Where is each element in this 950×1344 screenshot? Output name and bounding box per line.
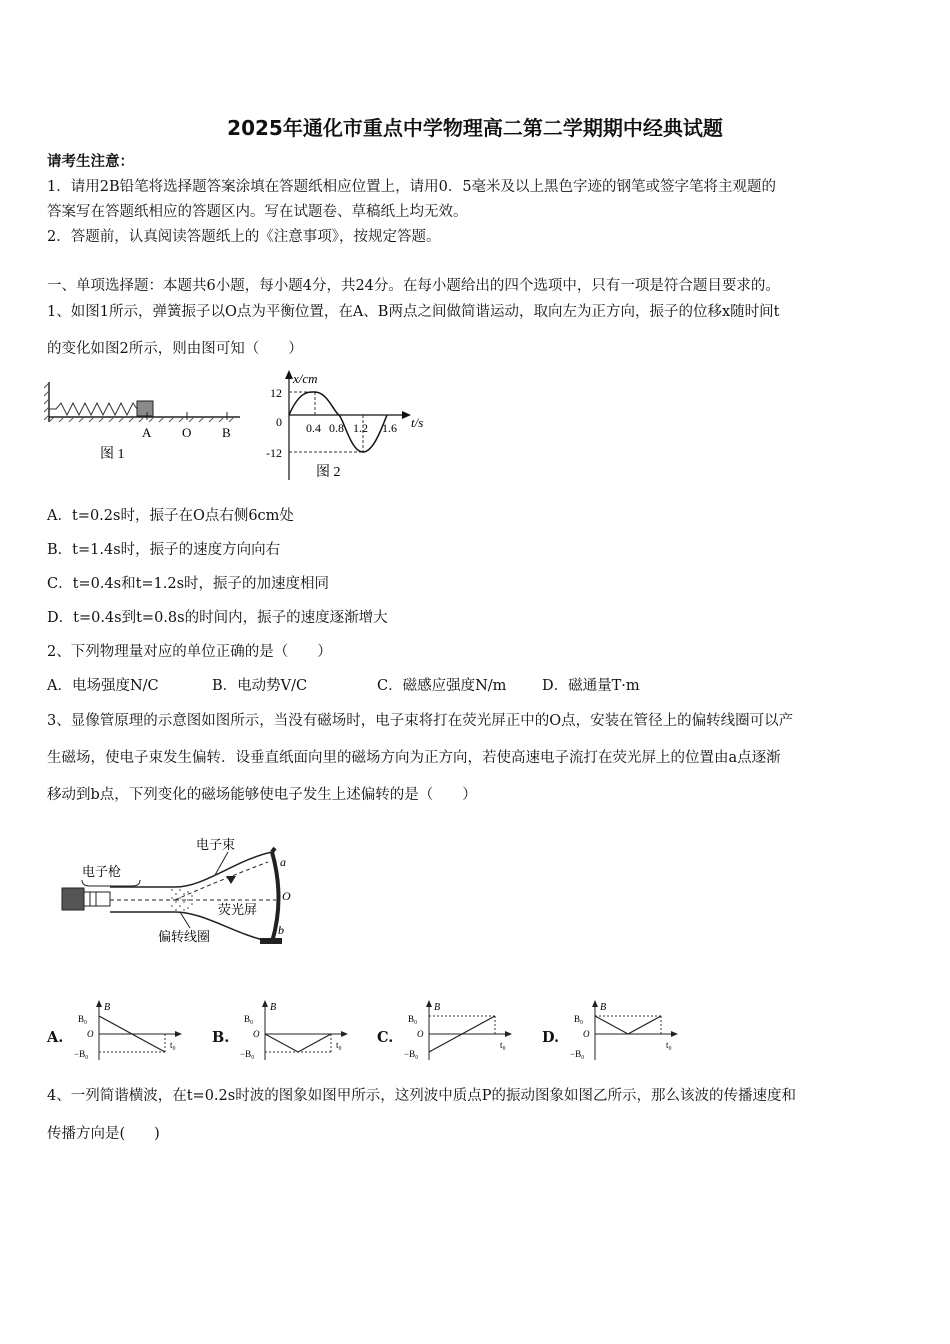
point-O: O xyxy=(282,889,291,903)
y-min-label: -12 xyxy=(266,446,282,460)
label-O: O xyxy=(182,425,192,440)
notice-heading: 请考生注意： xyxy=(47,153,134,170)
t-tick-1: 0.8 xyxy=(329,421,344,435)
q1-option-d: D．t=0.4s到t=0.8s的时间内，振子的速度逐渐增大 xyxy=(47,610,388,626)
q4-stem-cont: 传播方向是( ) xyxy=(47,1126,160,1142)
label-electron-beam: 电子束 xyxy=(196,837,236,852)
b-axis-label: B xyxy=(434,1002,441,1013)
origin-label: O xyxy=(417,1029,424,1039)
q3-option-a-graph xyxy=(70,998,190,1063)
notice-item-1: 1．请用2B铅笔将选择题答案涂填在答题纸相应位置上，请用0．5毫米及以上黑色字迹的钢笔或签字笔将主观题的 xyxy=(47,179,777,195)
t0-label: t₀ xyxy=(170,1040,176,1050)
q3-stem-cont-1: 生磁场，使电子束发生偏转．设垂直纸面向里的磁场方向为正方向，若使高速电子流打在荧光屏上的位置由a点逐渐 xyxy=(47,750,781,766)
q1-option-b: B．t=1.4s时，振子的速度方向向右 xyxy=(47,542,281,558)
page-title: 2025年通化市重点中学物理高二第二学期期中经典试题 xyxy=(227,116,723,140)
label-deflection-coil: 偏转线圈 xyxy=(158,929,211,944)
label-screen: 荧光屏 xyxy=(218,902,258,917)
t0-label: t₀ xyxy=(500,1040,506,1050)
spring-zigzag xyxy=(49,403,137,415)
q1-figure-2 xyxy=(262,368,442,483)
q1-stem: 1、如图1所示，弹簧振子以O点为平衡位置，在A、B两点之间做简谐运动，取向左为正方向，振子的位移x随时间t xyxy=(47,304,780,320)
neg-b0-label: −B₀ xyxy=(74,1049,89,1059)
label-electron-gun: 电子枪 xyxy=(82,864,122,879)
x-axis-label: t/s xyxy=(411,415,424,430)
electron-gun-body xyxy=(62,888,84,910)
y-max-label: 12 xyxy=(270,386,282,400)
q3-option-b-graph xyxy=(236,998,356,1063)
q3-option-a-label: A. xyxy=(47,1029,64,1046)
figure-1-caption: 图 1 xyxy=(100,447,125,462)
neg-b0-label: −B₀ xyxy=(404,1049,419,1059)
t-tick-0: 0.4 xyxy=(306,421,321,435)
q3-stem: 3、显像管原理的示意图如图所示，当没有磁场时，电子束将打在荧光屏正中的O点，安装在管径上的偏转线圈可以产 xyxy=(47,713,794,729)
notice-item-2: 2．答题前，认真阅读答题纸上的《注意事项》，按规定答题。 xyxy=(47,229,441,245)
origin-label: O xyxy=(583,1029,590,1039)
q2-option-a: A．电场强度N/C xyxy=(47,678,159,694)
b-axis-label: B xyxy=(600,1002,607,1013)
q2-option-d: D．磁通量T·m xyxy=(542,678,640,694)
b-t-line xyxy=(265,1034,331,1052)
crt-diagram xyxy=(50,830,310,955)
deflected-beam xyxy=(175,862,268,900)
point-a: a xyxy=(280,855,286,869)
q4-stem: 4、一列简谐横波，在t=0.2s时波的图象如图甲所示，这列波中质点P的振动图象如图乙所示，那么该波的传播速度和 xyxy=(47,1088,796,1104)
neg-b0-label: −B₀ xyxy=(240,1049,255,1059)
q2-stem: 2、下列物理量对应的单位正确的是（ ） xyxy=(47,644,332,660)
section-heading: 一、单项选择题：本题共6小题，每小题4分，共24分。在每小题给出的四个选项中，只有一项是符合题目要求的。 xyxy=(47,278,780,294)
origin-label: 0 xyxy=(276,415,282,429)
q3-option-c-graph xyxy=(400,998,520,1063)
q1-option-c: C．t=0.4s和t=1.2s时，振子的加速度相同 xyxy=(47,576,330,592)
t0-label: t₀ xyxy=(666,1040,672,1050)
b-axis-label: B xyxy=(104,1002,111,1013)
t-tick-2: 1.2 xyxy=(353,421,368,435)
b-t-line xyxy=(595,1016,661,1034)
b-axis-label: B xyxy=(270,1002,277,1013)
b0-label: B₀ xyxy=(244,1014,254,1024)
label-A: A xyxy=(142,425,152,440)
q1-option-a: A．t=0.2s时，振子在O点右侧6cm处 xyxy=(47,508,294,524)
b0-label: B₀ xyxy=(78,1014,88,1024)
point-b: b xyxy=(278,923,284,937)
notice-item-1-cont: 答案写在答题纸相应的答题区内。写在试题卷、草稿纸上均无效。 xyxy=(47,204,468,220)
b0-label: B₀ xyxy=(408,1014,418,1024)
origin-label: O xyxy=(87,1029,94,1039)
y-axis-label: x/cm xyxy=(293,371,318,386)
origin-label: O xyxy=(253,1029,260,1039)
q2-option-b: B．电动势V/C xyxy=(212,678,308,694)
t0-label: t₀ xyxy=(336,1040,342,1050)
q3-stem-cont-2: 移动到b点，下列变化的磁场能够使电子发生上述偏转的是（ ） xyxy=(47,787,477,803)
q1-figure-1 xyxy=(44,380,244,470)
q1-stem-cont: 的变化如图2所示，则由图可知（ ） xyxy=(47,341,303,357)
q2-option-c: C．磁感应强度N/m xyxy=(377,678,507,694)
oscillator-block xyxy=(137,401,153,416)
q3-option-c-label: C. xyxy=(377,1029,394,1046)
q3-option-d-graph xyxy=(566,998,686,1063)
q3-option-b-label: B. xyxy=(212,1029,230,1046)
b0-label: B₀ xyxy=(574,1014,584,1024)
figure-2-caption: 图 2 xyxy=(316,465,341,480)
neg-b0-label: −B₀ xyxy=(570,1049,585,1059)
t-tick-3: 1.6 xyxy=(382,421,397,435)
label-B: B xyxy=(222,425,231,440)
q3-option-d-label: D. xyxy=(542,1029,560,1046)
